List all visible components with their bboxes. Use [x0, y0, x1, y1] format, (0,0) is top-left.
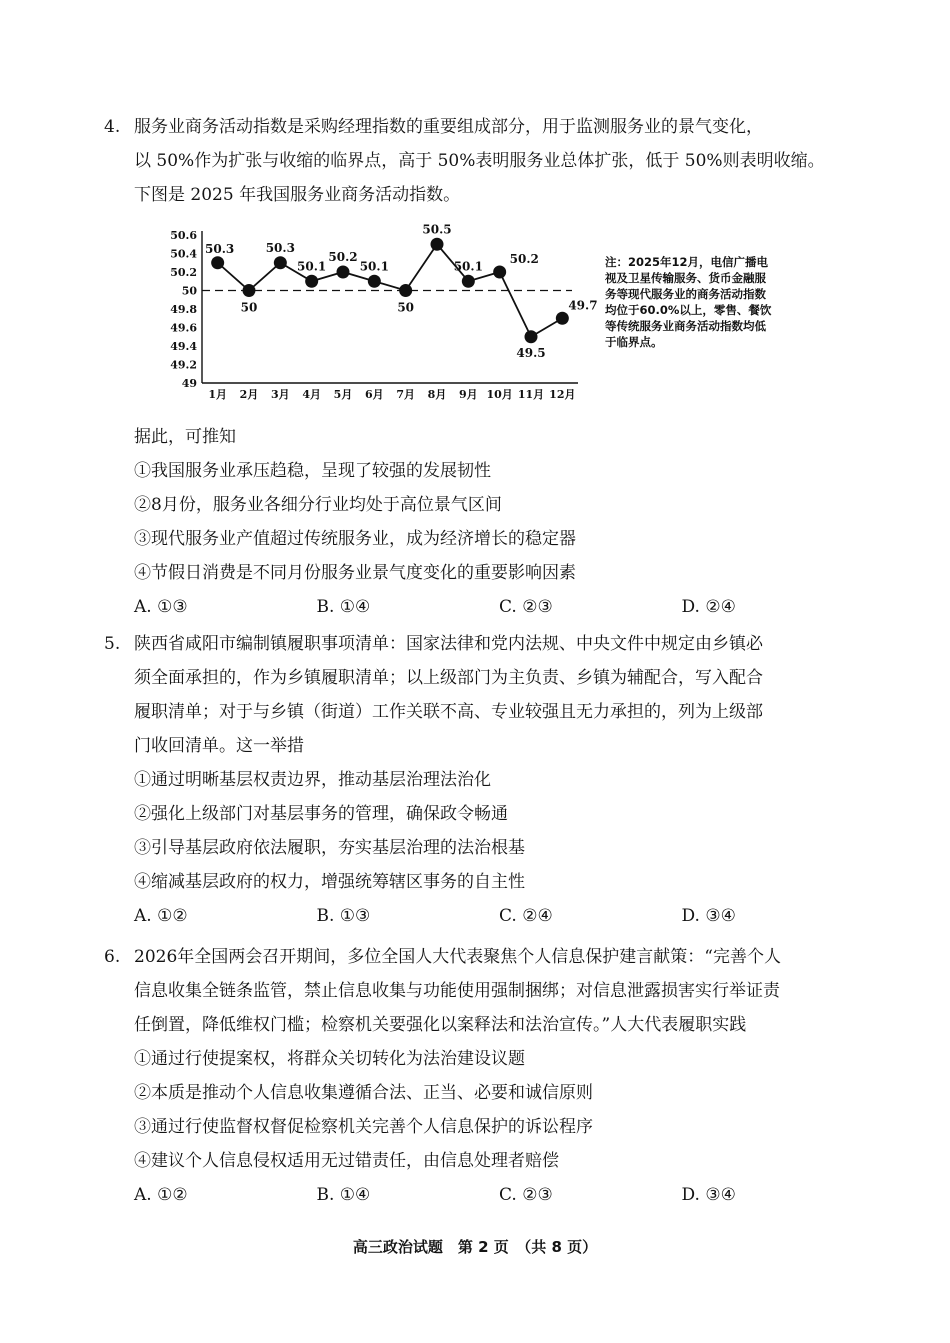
data-label: 49.7: [568, 298, 598, 313]
option-4: ④缩减基层政府的权力，增强统筹辖区事务的自主性: [134, 872, 525, 892]
stem-line: 下图是 2025 年我国服务业商务活动指数。: [134, 185, 461, 205]
x-tick-label: 3月: [271, 388, 290, 401]
choice-a[interactable]: A. ①②: [134, 906, 188, 926]
option-2: ②强化上级部门对基层事务的管理，确保政令畅通: [134, 804, 508, 824]
choice-c[interactable]: C. ②③: [499, 1185, 553, 1205]
data-label: 50: [397, 300, 415, 315]
stem-line: 服务业商务活动指数是采购经理指数的重要组成部分，用于监测服务业的景气变化，: [134, 117, 763, 137]
stem-line: 陕西省咸阳市编制镇履职事项清单：国家法律和党内法规、中央文件中规定由乡镇必: [134, 634, 763, 654]
option-1: ①通过明晰基层权责边界，推动基层治理法治化: [134, 770, 491, 790]
data-label: 50.1: [453, 259, 483, 274]
y-tick-label: 49.4: [170, 340, 197, 353]
y-tick-label: 49.2: [170, 358, 197, 372]
choice-a[interactable]: A. ①③: [134, 597, 188, 617]
data-point: [305, 275, 318, 288]
x-tick-label: 5月: [333, 388, 353, 401]
stem-line: 2026年全国两会召开期间，多位全国人大代表聚焦个人信息保护建言献策：“完善个人: [134, 947, 781, 967]
data-point: [556, 312, 569, 325]
data-label: 50.1: [297, 259, 327, 274]
x-tick-label: 8月: [427, 388, 447, 401]
data-point: [525, 330, 538, 343]
answer-choices: [104, 590, 864, 624]
stem-line: 履职清单；对于与乡镇（街道）工作关联不高、专业较强且无力承担的，列为上级部: [134, 702, 763, 722]
choice-b[interactable]: B. ①④: [316, 1185, 371, 1205]
choice-c[interactable]: C. ②④: [499, 906, 553, 926]
answer-choices: [104, 1178, 864, 1212]
stem-line: 任倒置，降低维权门槛；检察机关要强化以案释法和法治宣传。”人大代表履职实践: [134, 1015, 747, 1035]
question-number: 4.: [104, 117, 121, 137]
y-tick-label: 50.4: [170, 247, 197, 261]
question-4-options: [104, 420, 864, 624]
data-point: [399, 284, 412, 297]
choice-a[interactable]: A. ①②: [134, 1185, 188, 1205]
x-tick-label: 9月: [459, 388, 478, 401]
y-tick-label: 50.2: [170, 266, 197, 279]
x-tick-label: 2月: [239, 388, 259, 401]
stem-line: 以 50%作为扩张与收缩的临界点，高于 50%表明服务业总体扩张，低于 50%则表明收缩。: [134, 151, 825, 171]
data-label: 50.5: [422, 222, 452, 237]
choice-c[interactable]: C. ②③: [499, 597, 553, 617]
x-tick-label: 12月: [549, 388, 576, 401]
x-tick-label: 10月: [486, 388, 513, 401]
data-point: [243, 284, 256, 297]
x-tick-label: 6月: [365, 388, 384, 401]
data-label: 49.5: [516, 345, 546, 360]
lead-text: 据此，可推知: [134, 427, 236, 447]
question-6: [104, 940, 864, 1212]
option-1: ①通过行使提案权，将群众关切转化为法治建设议题: [134, 1049, 525, 1069]
data-label: 50.3: [265, 240, 295, 255]
x-tick-label: 7月: [396, 388, 415, 401]
choice-b[interactable]: B. ①③: [316, 906, 371, 926]
option-3: ③通过行使监督权督促检察机关完善个人信息保护的诉讼程序: [134, 1117, 593, 1137]
page-footer: 高三政治试题 第 2 页 （共 8 页）: [352, 1238, 598, 1256]
chart-note: 注：2025年12月，电信广播电视及卫星传输服务、货币金融服务等现代服务业的商务活动指数均位于60.0%以上，零售、餐饮等传统服务业商务活动指数均低于临界点。: [605, 255, 772, 349]
x-tick-label: 1月: [208, 388, 227, 401]
option-2: ②本质是推动个人信息收集遵循合法、正当、必要和诚信原则: [134, 1083, 593, 1103]
stem-line: 门收回清单。这一举措: [134, 736, 304, 756]
option-1: ①我国服务业承压趋稳，呈现了较强的发展韧性: [134, 461, 491, 481]
question-5: [104, 627, 864, 933]
y-tick-label: 50.6: [170, 229, 197, 242]
x-tick-label: 11月: [517, 388, 545, 401]
y-tick-label: 50: [181, 284, 197, 298]
answer-choices: [104, 899, 864, 933]
data-label: 50: [240, 300, 258, 315]
question-4: [104, 110, 864, 212]
data-point: [462, 275, 475, 288]
option-3: ③现代服务业产值超过传统服务业，成为经济增长的稳定器: [134, 529, 576, 549]
question-number: 5.: [104, 634, 121, 654]
data-label: 50.2: [509, 252, 539, 266]
y-tick-label: 49: [181, 377, 197, 390]
choice-d[interactable]: D. ③④: [681, 1185, 736, 1205]
choice-d[interactable]: D. ③④: [681, 906, 736, 926]
x-tick-label: 4月: [302, 388, 321, 401]
data-point: [211, 256, 224, 269]
option-2: ②8月份，服务业各细分行业均处于高位景气区间: [134, 495, 502, 515]
data-point: [368, 275, 381, 288]
choice-b[interactable]: B. ①④: [316, 597, 371, 617]
data-label: 50.1: [359, 259, 389, 274]
stem-line: 信息收集全链条监管，禁止信息收集与功能使用强制捆绑；对信息泄露损害实行举证责: [134, 981, 780, 1001]
data-point: [493, 266, 506, 279]
y-tick-label: 49.6: [170, 321, 197, 335]
option-3: ③引导基层政府依法履职，夯实基层治理的法治根基: [134, 838, 525, 858]
data-label: 50.2: [328, 250, 358, 264]
question-4-stem: [104, 110, 864, 212]
choice-d[interactable]: D. ②④: [681, 597, 736, 617]
option-4: ④建议个人信息侵权适用无过错责任，由信息处理者赔偿: [134, 1151, 559, 1171]
y-tick-label: 49.8: [170, 303, 197, 316]
question-6-stem: [104, 940, 864, 1042]
stem-line: 须全面承担的，作为乡镇履职清单；以上级部门为主负责、乡镇为辅配合，写入配合: [134, 668, 763, 688]
question-number: 6.: [104, 947, 121, 967]
option-4: ④节假日消费是不同月份服务业景气度变化的重要影响因素: [134, 563, 576, 583]
data-point: [431, 238, 444, 251]
question-5-stem: [104, 627, 864, 763]
service-index-line-chart: [160, 222, 600, 410]
data-label: 50.3: [205, 241, 235, 256]
data-point: [274, 256, 287, 269]
data-point: [337, 266, 350, 279]
